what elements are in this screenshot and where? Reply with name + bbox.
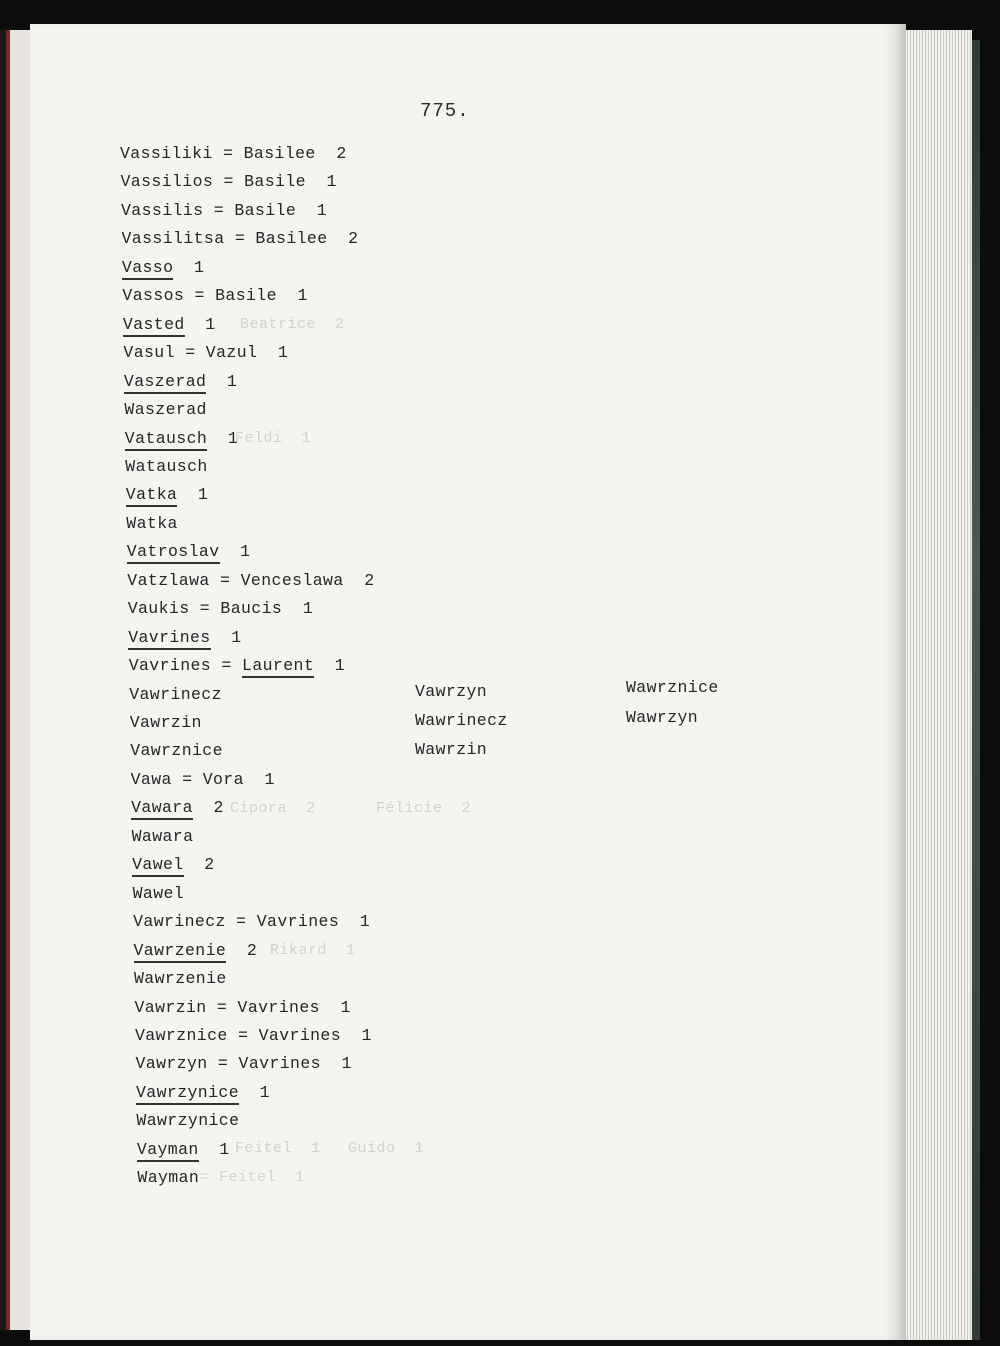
entry-text: Watka	[126, 513, 178, 533]
entry-text: 1	[184, 314, 216, 334]
entry-text: Wawel	[132, 883, 185, 903]
entry-text: 1	[210, 627, 242, 647]
entry-text: Wawara	[131, 826, 194, 846]
index-entry-vawrzin-vavrines	[135, 998, 351, 1018]
index-entry-vassilios	[121, 172, 337, 192]
entry-text: Vassilios = Basile 1	[120, 172, 337, 192]
index-entry-vawel	[132, 855, 214, 875]
entry-text: Wawrzenie	[134, 969, 227, 988]
entry-text: Vawrzin	[129, 713, 202, 732]
underlined-name: Vatausch	[125, 429, 207, 451]
index-entry-vawrzyn-vavrines	[136, 1054, 352, 1074]
entry-text: 1	[206, 371, 238, 391]
index-entry-vaukis	[128, 599, 313, 619]
entry-text: Vassilitsa = Basilee 2	[121, 229, 359, 249]
entry-text: 1	[198, 1139, 230, 1159]
index-entry-vassiliki	[120, 144, 347, 164]
entry-text: Vawrzin = Vavrines 1	[134, 997, 351, 1017]
index-entry-vawrinecz	[129, 685, 222, 705]
index-entry-vassilis	[121, 201, 327, 221]
underlined-name: Vawrzynice	[136, 1083, 239, 1105]
entry-text: Wayman	[137, 1168, 200, 1188]
entry-text: 1	[314, 656, 346, 676]
entry-text: 1	[207, 428, 239, 448]
bleed-through-text: Feldi 1	[235, 430, 312, 447]
middle-column-item: Vawrzyn	[415, 682, 488, 701]
index-entry-watausch	[125, 457, 207, 477]
entry-text: Vaukis = Baucis 1	[127, 599, 314, 619]
index-entry-vawrznice	[130, 741, 223, 761]
index-entry-vawrzin	[130, 713, 202, 733]
middle-column-item: Wawrzin	[415, 740, 488, 759]
index-entry-vawrinecz-vavrines	[133, 912, 370, 932]
page-number: 775.	[420, 100, 470, 122]
underlined-name: Vawel	[132, 855, 184, 877]
index-entry-vassos	[122, 286, 307, 306]
index-entry-wawrzynice	[136, 1111, 239, 1131]
underlined-name: Vayman	[137, 1140, 199, 1162]
entry-text: Waszerad	[124, 400, 207, 420]
entry-text: 2	[226, 940, 258, 960]
entry-text: Vassos = Basile 1	[122, 286, 308, 306]
left-page-edge	[0, 30, 30, 1330]
entry-text: 1	[177, 485, 209, 505]
entry-text: 1	[219, 542, 251, 562]
entry-text: 1	[173, 257, 205, 277]
index-entry-vavrines	[128, 628, 241, 648]
index-entry-waszerad	[124, 400, 206, 420]
index-entry-vawrznice-vavrines	[135, 1026, 372, 1046]
index-entry-vassilitsa	[122, 229, 359, 249]
middle-column-item: Wawrinecz	[415, 711, 508, 730]
entry-text: Vawrinecz	[129, 684, 222, 704]
entry-text: Vawrinecz = Vavrines 1	[133, 912, 371, 932]
underlined-name: Vatroslav	[127, 542, 220, 564]
bleed-through-text: = Feitel 1	[200, 1169, 305, 1186]
index-entry-wawel	[133, 884, 185, 904]
index-entry-vawrzynice	[136, 1083, 270, 1103]
entry-text: Watausch	[125, 456, 208, 476]
entry-text: Vawa = Vora 1	[130, 769, 275, 789]
entry-text: Vassiliki = Basilee 2	[120, 144, 347, 163]
bleed-through-text: Félicie 2	[376, 800, 472, 817]
index-entry-vawara	[131, 798, 224, 818]
entry-text: 2	[183, 855, 215, 875]
entry-text: 2	[192, 798, 224, 818]
underlined-name: Vaszerad	[124, 372, 206, 394]
index-entry-vasul	[123, 343, 288, 363]
index-entry-vavrines-laurent	[129, 656, 345, 676]
bleed-through-text: Guido 1	[348, 1140, 425, 1157]
index-entry-vaszerad	[124, 372, 237, 392]
index-entry-vawrzenie	[134, 941, 258, 961]
underlined-name: Vawrzenie	[134, 941, 227, 963]
underlined-name: Vasted	[123, 315, 185, 337]
index-entry-vasted	[123, 315, 216, 335]
entry-text: Vawrznice	[130, 741, 223, 761]
entry-text: Vawrzyn = Vavrines 1	[135, 1054, 352, 1074]
bleed-through-text: Cipora 2	[230, 800, 316, 817]
entry-text: Vassilis = Basile 1	[121, 200, 328, 220]
entry-text: Wawrzynice	[136, 1111, 240, 1131]
right-column-item: Wawrzyn	[626, 708, 699, 727]
index-entry-vawa	[131, 770, 275, 790]
index-entry-wawara	[132, 827, 194, 847]
entry-text: Vavrines =	[128, 656, 243, 676]
index-entry-watka	[126, 514, 178, 534]
underlined-name: Vasso	[122, 258, 174, 280]
underlined-name: Vatka	[126, 485, 178, 507]
underlined-name: Vawara	[131, 798, 193, 820]
bleed-through-text: Rikard 1	[270, 942, 356, 959]
index-entry-wayman	[137, 1168, 199, 1188]
book-page	[30, 24, 906, 1340]
bleed-through-text: Feitel 1	[235, 1140, 321, 1157]
index-entry-vayman	[137, 1140, 230, 1160]
right-column-item: Wawrznice	[626, 678, 719, 697]
index-entry-vasso	[122, 258, 204, 278]
entry-text: Vawrznice = Vavrines 1	[135, 1025, 372, 1045]
entry-text: Vatzlawa = Venceslawa 2	[127, 570, 375, 590]
underlined-name: Laurent	[242, 656, 314, 678]
bleed-through-text: Beatrice 2	[240, 316, 345, 333]
underlined-name: Vavrines	[128, 628, 210, 650]
entry-text: Vasul = Vazul 1	[123, 343, 289, 363]
index-entry-vatausch	[125, 429, 238, 449]
index-entry-vatka	[126, 485, 208, 505]
index-entry-vatzlawa	[127, 571, 374, 591]
index-entry-vatroslav	[127, 542, 251, 562]
entry-text: 1	[239, 1082, 270, 1102]
index-entry-wawrzenie	[134, 969, 227, 989]
